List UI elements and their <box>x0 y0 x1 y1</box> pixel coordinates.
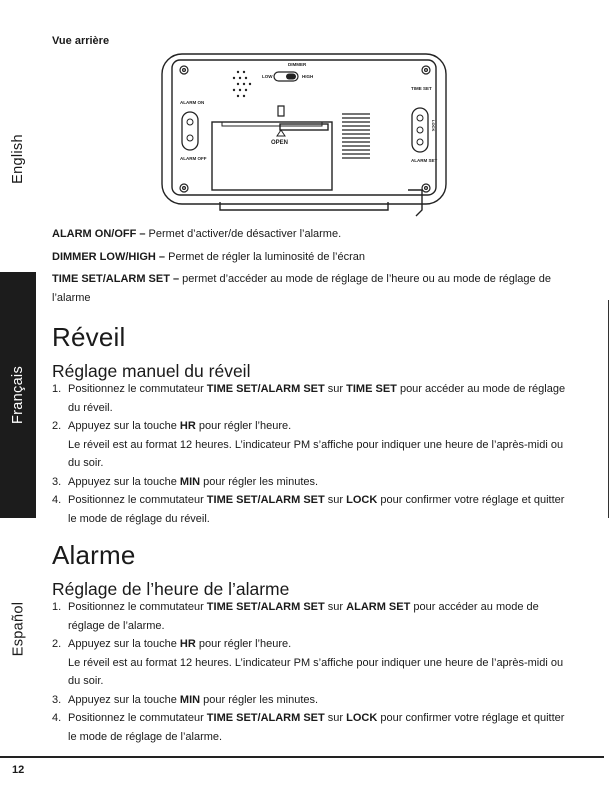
alarme-steps-list <box>52 598 572 746</box>
screw-icon <box>180 66 430 192</box>
list-item: 3. Appuyez sur la touche MIN pour régler les minutes. <box>52 475 319 488</box>
list-item: 4. Positionnez le commutateur TIME SET/ALARM SET sur LOCK pour confirmer votre réglage et quitter le mode de réglage du réveil. <box>52 494 565 525</box>
list-item: 1. Positionnez le commutateur TIME SET/ALARM SET sur TIME SET pour accéder au mode de réglage du réveil. <box>52 383 566 414</box>
power-cable-icon <box>408 190 422 216</box>
list-item: 2. Appuyez sur la touche HR pour régler l’heure. Le réveil est au format 12 heures. L’indicateur PM s’affiche pour indiquer une heure de l’après-midi ou du soir. <box>52 635 572 691</box>
speaker-grille-icon <box>233 71 251 97</box>
control-description-alarm: ALARM ON/OFF – Permet d’activer/de désactiver l’alarme. <box>52 228 342 240</box>
open-label: OPEN <box>271 140 289 146</box>
step-note: Le réveil est au format 12 heures. L’indicateur PM s’affiche pour indiquer une heure de l’après-midi ou du soir. <box>68 438 564 469</box>
battery-door <box>212 122 332 190</box>
list-item: 4. Positionnez le commutateur TIME SET/ALARM SET sur LOCK pour confirmer votre réglage et quitter le mode de réglage de l’alarme. <box>52 712 565 743</box>
section-title-alarme: Alarme <box>52 540 136 570</box>
list-item: 1. Positionnez le commutateur TIME SET/ALARM SET sur ALARM SET pour accéder au mode de réglage de l’alarme. <box>52 601 539 632</box>
vent-slots-icon <box>342 114 370 158</box>
back-view-title: Vue arrière <box>52 35 110 47</box>
open-arrow-icon <box>277 130 285 136</box>
subsection-title-reglage-alarme: Réglage de l’heure de l’alarme <box>52 579 290 599</box>
lock-label: LOCK <box>431 120 436 132</box>
dimmer-label: DIMMER <box>288 62 307 67</box>
language-tab-francais <box>0 272 36 518</box>
low-label: LOW <box>262 74 273 79</box>
subsection-title-reglage-reveil: Réglage manuel du réveil <box>52 361 251 381</box>
section-title-reveil: Réveil <box>52 322 126 352</box>
alarm-switch <box>182 112 198 150</box>
tab-label: Français <box>10 366 26 424</box>
page-number: 12 <box>12 764 25 776</box>
language-tab-english <box>0 118 36 200</box>
tab-label: English <box>10 134 27 184</box>
footer-rule <box>0 756 604 758</box>
control-description-time-set: TIME SET/ALARM SET – permet d’accéder au mode de réglage de l’heure ou au mode de réglage de l’alarme <box>52 273 551 304</box>
control-description-dimmer: DIMMER LOW/HIGH – Permet de régler la luminosité de l’écran <box>52 251 365 263</box>
time-set-label: TIME SET <box>411 86 432 91</box>
alarm-off-label: ALARM OFF <box>180 156 207 161</box>
alarm-set-label: ALARM SET <box>411 158 438 163</box>
page-edge-rule <box>608 300 609 518</box>
alarm-on-label: ALARM ON <box>180 100 205 105</box>
language-tab-espanol <box>0 586 36 672</box>
device-back-view-illustration <box>160 50 448 220</box>
list-item: 3. Appuyez sur la touche MIN pour régler les minutes. <box>52 693 319 706</box>
step-note: Le réveil est au format 12 heures. L’indicateur PM s’affiche pour indiquer une heure de l’après-midi ou du soir. <box>68 656 564 687</box>
tab-label: Español <box>10 601 26 657</box>
high-label: HIGH <box>302 74 314 79</box>
reveil-steps-list <box>52 380 572 528</box>
list-item: 2. Appuyez sur la touche HR pour régler l’heure. Le réveil est au format 12 heures. L’indicateur PM s’affiche pour indiquer une heure de l’après-midi ou du soir. <box>52 417 572 473</box>
